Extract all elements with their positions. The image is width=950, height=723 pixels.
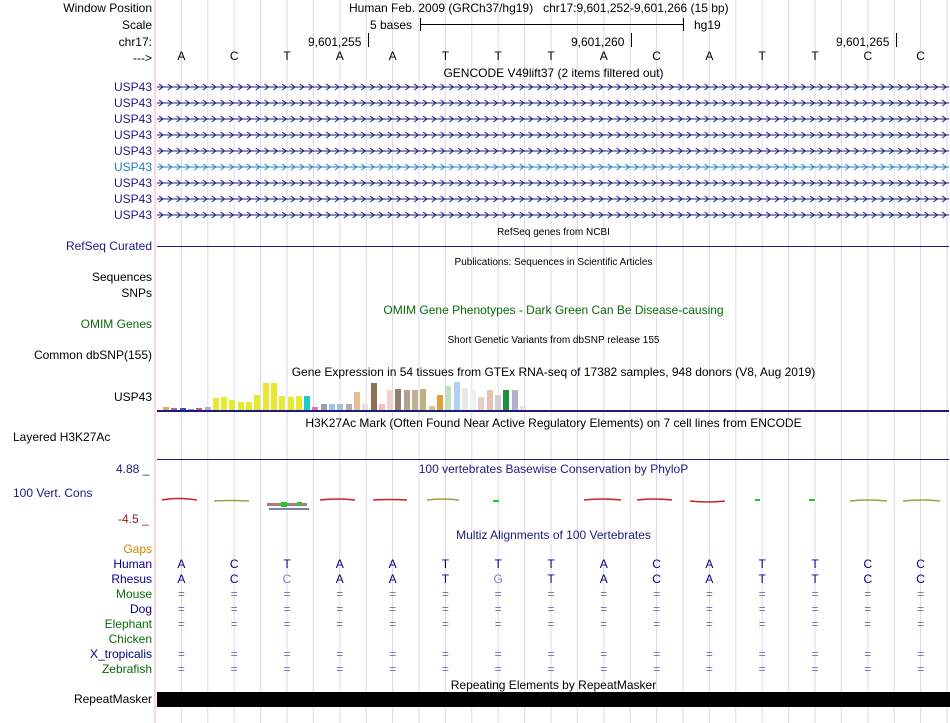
gtex-bar[interactable] xyxy=(229,400,235,410)
sequences-track-label[interactable]: Sequences xyxy=(91,270,152,284)
h3k27ac-baseline xyxy=(157,459,949,460)
alignment-base: = xyxy=(283,647,291,661)
alignment-base: C xyxy=(916,572,925,586)
alignment-base: = xyxy=(705,587,713,601)
alignment-base: T xyxy=(758,572,766,586)
gtex-bar[interactable] xyxy=(420,389,426,410)
alignment-base: = xyxy=(336,662,344,676)
scale-bar xyxy=(420,18,684,32)
alignment-base: = xyxy=(389,602,397,616)
alignment-base: = xyxy=(758,617,766,631)
alignment-base: A xyxy=(335,557,344,571)
alignment-base: = xyxy=(917,587,925,601)
gencode-gene-line[interactable] xyxy=(157,97,949,109)
alignment-base: = xyxy=(600,602,608,616)
multiz-track-title: Multiz Alignments of 100 Vertebrates xyxy=(456,528,651,542)
alignment-base: = xyxy=(547,662,555,676)
gtex-baseline xyxy=(157,410,949,412)
alignment-base: = xyxy=(441,647,449,661)
species-label[interactable]: Zebrafish xyxy=(101,662,152,676)
alignment-base: A xyxy=(335,572,344,586)
alignment-base: T xyxy=(811,572,819,586)
h3k27ac-track-title: H3K27Ac Mark (Often Found Near Active Regulatory Elements) on 7 cell lines from ENCODE xyxy=(305,416,802,430)
dbsnp-track-label[interactable]: Common dbSNP(155) xyxy=(33,348,152,362)
alignment-base: C xyxy=(916,557,925,571)
alignment-base: = xyxy=(653,647,661,661)
phylop-ymax: 4.88 _ xyxy=(116,462,150,476)
alignment-base: = xyxy=(177,602,185,616)
alignment-base: = xyxy=(336,587,344,601)
gtex-bar[interactable] xyxy=(503,390,509,410)
snps-track-label[interactable]: SNPs xyxy=(121,286,152,300)
tick-mark-1 xyxy=(368,33,369,47)
alignment-base: = xyxy=(230,617,238,631)
alignment-base: = xyxy=(705,647,713,661)
gtex-bar[interactable] xyxy=(395,389,401,410)
tick-mark-3 xyxy=(896,33,897,47)
alignment-base: = xyxy=(283,617,291,631)
gtex-track-title: Gene Expression in 54 tissues from GTEx RNA-seq of 17382 samples, 948 donors (V8, Aug 2019) xyxy=(291,365,816,379)
alignment-base: = xyxy=(600,617,608,631)
alignment-base: = xyxy=(389,587,397,601)
alignment-base: = xyxy=(653,587,661,601)
strand-label: ---> xyxy=(133,51,152,65)
alignment-base: = xyxy=(811,587,819,601)
gtex-track-label[interactable]: USP43 xyxy=(113,390,152,404)
gtex-bar[interactable] xyxy=(487,390,493,410)
alignment-base: = xyxy=(758,602,766,616)
species-label[interactable]: Elephant xyxy=(104,617,152,631)
gtex-bar[interactable] xyxy=(213,398,219,410)
alignment-base: = xyxy=(917,662,925,676)
alignment-base: C xyxy=(652,557,661,571)
species-label[interactable]: Dog xyxy=(129,602,152,616)
base-letter: A xyxy=(388,49,397,63)
alignment-base: = xyxy=(441,587,449,601)
publications-track-title: Publications: Sequences in Scientific Articles xyxy=(454,257,653,268)
alignment-base: A xyxy=(599,572,608,586)
gtex-bar[interactable] xyxy=(495,395,501,410)
gencode-track-title: GENCODE V49lift37 (2 items filtered out) xyxy=(443,66,664,80)
gtex-bar[interactable] xyxy=(354,392,360,410)
alignment-base: = xyxy=(283,602,291,616)
alignment-base: = xyxy=(547,617,555,631)
window-position-label: Window Position xyxy=(63,1,152,15)
gencode-gene-line[interactable] xyxy=(157,129,949,141)
base-letter: A xyxy=(335,49,344,63)
tick-label-1: 9,601,255 xyxy=(308,35,362,49)
alignment-base: = xyxy=(864,647,872,661)
gencode-gene-label[interactable]: USP43 xyxy=(113,192,152,206)
alignment-base: C xyxy=(652,572,661,586)
gencode-gene-label[interactable]: USP43 xyxy=(113,112,152,126)
base-letter: T xyxy=(758,49,766,63)
base-letter: T xyxy=(441,49,450,63)
gtex-bar[interactable] xyxy=(437,395,443,410)
repeatmasker-bar[interactable] xyxy=(157,692,950,707)
alignment-base: = xyxy=(917,617,925,631)
alignment-base: = xyxy=(547,602,555,616)
alignment-base: = xyxy=(705,617,713,631)
alignment-base: = xyxy=(917,647,925,661)
gtex-bar[interactable] xyxy=(254,395,260,410)
alignment-base: = xyxy=(653,617,661,631)
alignment-base: = xyxy=(441,602,449,616)
alignment-base: C xyxy=(282,572,292,586)
alignment-base: T xyxy=(441,557,450,571)
refseq-track-line[interactable] xyxy=(157,246,949,247)
alignment-base: = xyxy=(389,662,397,676)
alignment-base: T xyxy=(811,557,819,571)
alignment-base: = xyxy=(811,662,819,676)
alignment-base: = xyxy=(177,647,185,661)
gencode-gene-label[interactable]: USP43 xyxy=(113,176,152,190)
base-letter: C xyxy=(863,49,873,63)
alignment-base: = xyxy=(864,602,872,616)
gtex-bar[interactable] xyxy=(279,396,285,410)
tick-label-2: 9,601,260 xyxy=(571,35,625,49)
gtex-bar[interactable] xyxy=(263,383,269,410)
alignment-base: T xyxy=(494,557,502,571)
alignment-base: A xyxy=(599,557,608,571)
species-label[interactable]: Human xyxy=(113,557,152,571)
alignment-base: A xyxy=(705,557,714,571)
alignment-base: = xyxy=(494,662,502,676)
species-label[interactable]: Mouse xyxy=(115,587,152,601)
alignment-base: A xyxy=(177,572,186,586)
gtex-bar[interactable] xyxy=(371,383,377,410)
refseq-track-title: RefSeq genes from NCBI xyxy=(497,227,610,238)
alignment-base: = xyxy=(864,587,872,601)
alignment-base: = xyxy=(230,602,238,616)
alignment-base: T xyxy=(283,557,291,571)
gencode-gene-line[interactable] xyxy=(157,113,949,125)
species-label[interactable]: X_tropicalis xyxy=(89,647,152,661)
alignment-base: = xyxy=(494,602,502,616)
tick-mark-2 xyxy=(631,33,632,47)
gencode-gene-line[interactable] xyxy=(157,177,949,189)
species-label[interactable]: Rhesus xyxy=(111,572,152,586)
gencode-gene-line[interactable] xyxy=(157,209,949,221)
gtex-bar[interactable] xyxy=(296,396,302,410)
gtex-bar[interactable] xyxy=(221,397,227,410)
alignment-base: = xyxy=(230,647,238,661)
gencode-gene-line[interactable] xyxy=(157,193,949,205)
alignment-base: = xyxy=(705,662,713,676)
alignment-base: T xyxy=(758,557,766,571)
alignment-base: C xyxy=(229,557,239,571)
base-letter: A xyxy=(599,49,608,63)
alignment-base: = xyxy=(705,602,713,616)
h3k27ac-track-label[interactable]: Layered H3K27Ac xyxy=(13,430,111,444)
alignment-base: = xyxy=(811,647,819,661)
alignment-base: = xyxy=(230,662,238,676)
alignment-base: = xyxy=(441,662,449,676)
alignment-base: = xyxy=(547,647,555,661)
gtex-bar[interactable] xyxy=(462,388,468,410)
base-letter: T xyxy=(283,49,291,63)
gencode-gene-label[interactable]: USP43 xyxy=(113,96,152,110)
alignment-base: = xyxy=(177,617,185,631)
base-letter: T xyxy=(494,49,502,63)
alignment-base: T xyxy=(441,572,450,586)
window-position-value: Human Feb. 2009 (GRCh37/hg19) chr17:9,601,252-9,601,266 (15 bp) xyxy=(349,1,729,15)
alignment-base: = xyxy=(547,587,555,601)
scale-label: Scale xyxy=(121,18,152,32)
alignment-base: = xyxy=(389,617,397,631)
chrom-label: chr17: xyxy=(118,35,152,49)
base-letter: C xyxy=(916,49,925,63)
alignment-base: = xyxy=(811,602,819,616)
alignment-base: = xyxy=(600,647,608,661)
gaps-label: Gaps xyxy=(123,542,152,556)
omim-track-label[interactable]: OMIM Genes xyxy=(80,317,152,331)
alignment-base: C xyxy=(229,572,239,586)
alignment-base: = xyxy=(230,587,238,601)
alignment-base: = xyxy=(441,617,449,631)
refseq-track-label[interactable]: RefSeq Curated xyxy=(65,239,152,253)
phylop-track-label[interactable]: 100 Vert. Cons xyxy=(13,486,93,500)
gtex-bar[interactable] xyxy=(470,390,476,410)
gtex-bar[interactable] xyxy=(271,383,277,410)
alignment-base: = xyxy=(653,602,661,616)
alignment-base: = xyxy=(653,662,661,676)
gtex-bar[interactable] xyxy=(246,402,252,410)
alignment-base: = xyxy=(864,662,872,676)
alignment-base: = xyxy=(811,617,819,631)
phylop-track-title: 100 vertebrates Basewise Conservation by PhyloP xyxy=(418,462,689,476)
alignment-base: = xyxy=(336,602,344,616)
dbsnp-track-title: Short Genetic Variants from dbSNP release 155 xyxy=(447,335,660,346)
alignment-base: = xyxy=(600,587,608,601)
alignment-base: = xyxy=(283,662,291,676)
alignment-base: = xyxy=(600,662,608,676)
scale-text: 5 bases xyxy=(370,18,413,32)
omim-track-title: OMIM Gene Phenotypes - Dark Green Can Be Disease-causing xyxy=(383,303,724,317)
alignment-base: = xyxy=(283,587,291,601)
gtex-bar[interactable] xyxy=(288,397,294,410)
gtex-bar[interactable] xyxy=(478,397,484,410)
gtex-bar[interactable] xyxy=(304,396,310,410)
gtex-bar[interactable] xyxy=(454,382,460,410)
alignment-base: = xyxy=(389,647,397,661)
gencode-gene-label[interactable]: USP43 xyxy=(113,144,152,158)
gtex-bar[interactable] xyxy=(445,386,451,410)
alignment-base: A xyxy=(177,557,186,571)
tick-label-3: 9,601,265 xyxy=(836,35,890,49)
base-letter: T xyxy=(811,49,819,63)
gencode-gene-line[interactable] xyxy=(157,145,949,157)
base-letter: C xyxy=(229,49,239,63)
alignment-base: C xyxy=(863,572,873,586)
alignment-base: T xyxy=(547,572,555,586)
alignment-base: = xyxy=(177,587,185,601)
phylop-ymin: -4.5 _ xyxy=(118,512,149,526)
alignment-base: = xyxy=(494,587,502,601)
alignment-base: = xyxy=(758,647,766,661)
gencode-gene-label[interactable]: USP43 xyxy=(113,208,152,222)
gtex-bar[interactable] xyxy=(387,390,393,410)
alignment-base: G xyxy=(493,572,503,586)
base-letter: A xyxy=(177,49,186,63)
alignment-base: T xyxy=(547,557,555,571)
alignment-base: = xyxy=(494,647,502,661)
phylop-signal[interactable] xyxy=(157,490,950,516)
alignment-base: = xyxy=(336,617,344,631)
repeatmasker-track-label[interactable]: RepeatMasker xyxy=(73,692,152,706)
alignment-base: = xyxy=(864,617,872,631)
alignment-base: A xyxy=(705,572,714,586)
alignment-base: A xyxy=(388,557,397,571)
alignment-base: = xyxy=(494,617,502,631)
gencode-gene-line[interactable] xyxy=(157,81,949,93)
species-label[interactable]: Chicken xyxy=(108,632,152,646)
alignment-base: = xyxy=(177,662,185,676)
base-letter: T xyxy=(547,49,555,63)
base-letter: A xyxy=(705,49,714,63)
gencode-gene-line[interactable] xyxy=(157,161,949,173)
base-letter: C xyxy=(652,49,661,63)
gencode-gene-label[interactable]: USP43 xyxy=(113,128,152,142)
alignment-base: = xyxy=(758,662,766,676)
gtex-bar[interactable] xyxy=(404,390,410,410)
alignment-base: = xyxy=(336,647,344,661)
gtex-bar[interactable] xyxy=(412,390,418,410)
gencode-gene-label[interactable]: USP43 xyxy=(113,160,152,174)
gtex-bar[interactable] xyxy=(238,402,244,410)
alignment-base: = xyxy=(758,587,766,601)
alignment-base: = xyxy=(917,602,925,616)
alignment-base: A xyxy=(388,572,397,586)
scale-assembly: hg19 xyxy=(694,18,721,32)
alignment-base: C xyxy=(863,557,873,571)
gtex-bar[interactable] xyxy=(512,390,518,410)
repeatmasker-track-title: Repeating Elements by RepeatMasker xyxy=(450,678,657,692)
gencode-gene-label[interactable]: USP43 xyxy=(113,80,152,94)
